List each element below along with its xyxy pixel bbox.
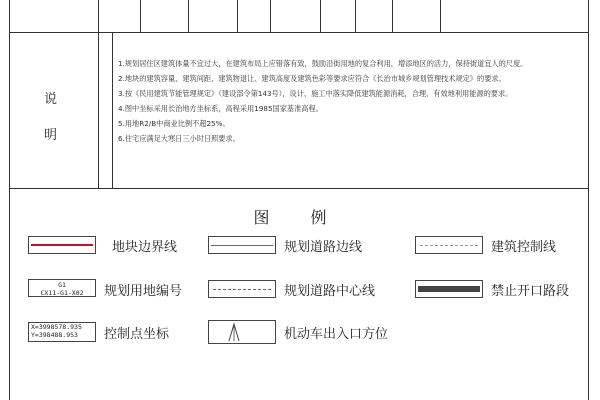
note-item: 4.图中坐标采用长治地方坐标系，高程采用1985国家基准高程。	[118, 104, 323, 113]
note-item: 5.用地R2/B中商业比例不超25%。	[118, 119, 230, 128]
top-table-row	[10, 0, 588, 33]
legend-label: 规划道路边线	[284, 240, 363, 255]
legend-title: 图 例	[253, 208, 345, 227]
legend-label: 规划道路中心线	[284, 284, 376, 299]
table-column-divider	[98, 0, 99, 32]
boundary-line-symbol	[28, 236, 96, 254]
coord-x: X=3998578.935	[31, 323, 82, 331]
legend-item-build-control	[415, 235, 585, 255]
notes-label-char-2: 明	[44, 128, 60, 143]
table-column-divider	[440, 0, 441, 32]
legend-item-land-code	[28, 279, 208, 299]
legend-item-no-opening	[415, 279, 585, 299]
legend-label: 控制点坐标	[104, 327, 170, 342]
table-column-divider	[320, 0, 321, 32]
notes-text	[118, 56, 578, 146]
legend-item-control-point	[28, 322, 208, 342]
land-code-bottom: CX11-G1-X02	[40, 289, 84, 297]
legend-label: 禁止开口路段	[491, 284, 570, 299]
note-item: 6.住宅应满足大寒日三小时日照要求。	[118, 134, 240, 143]
entrance-arrow-icon	[209, 321, 275, 343]
legend-label: 地块边界线	[112, 240, 178, 255]
no-opening-symbol	[415, 280, 483, 298]
notes-label-column	[10, 32, 99, 188]
table-column-divider	[270, 0, 271, 32]
legend-label: 机动车出入口方位	[284, 327, 389, 342]
table-column-divider	[355, 0, 356, 32]
legend-item-vehicle-entrance	[208, 320, 428, 340]
table-column-divider	[237, 0, 238, 32]
table-column-divider	[392, 0, 393, 32]
build-control-line-symbol	[415, 236, 483, 254]
road-edge-symbol	[208, 236, 276, 254]
vehicle-entrance-symbol	[208, 320, 276, 344]
table-column-divider	[188, 0, 189, 32]
legend-item-road-edge	[208, 235, 408, 255]
control-point-symbol	[28, 322, 96, 342]
notes-label-char-1: 说	[44, 92, 60, 107]
notes-spacer-column	[98, 32, 113, 188]
plan-sheet	[9, 0, 589, 400]
legend-item-boundary	[28, 235, 208, 255]
land-code-top: G1	[58, 281, 66, 289]
coord-y: Y=398488.953	[31, 331, 78, 339]
notes-section	[10, 32, 588, 189]
road-center-symbol	[208, 280, 276, 298]
note-item: 3.按《民用建筑节能管理规定》（建设部令第143号），设计、施工中落实降低建筑能源消耗，合理、有效地利用能源的要求。	[118, 89, 513, 98]
legend-label: 规划用地编号	[104, 284, 183, 299]
note-item: 1.规划居住区建筑体量不宜过大，在建筑布局上应错落有致，鼓励沿街用地的复合利用，增添地区的活力，保持街道宜人的尺度。	[118, 59, 528, 68]
table-column-divider	[140, 0, 141, 32]
legend-item-road-center	[208, 279, 408, 299]
note-item: 2.地块的建筑容量、建筑间距、建筑物退让、建筑高度及建筑色彩等要求应符合《长治市城乡规划管理技术规定》的要求。	[118, 74, 506, 83]
legend-label: 建筑控制线	[491, 240, 557, 255]
land-code-symbol	[28, 279, 96, 297]
